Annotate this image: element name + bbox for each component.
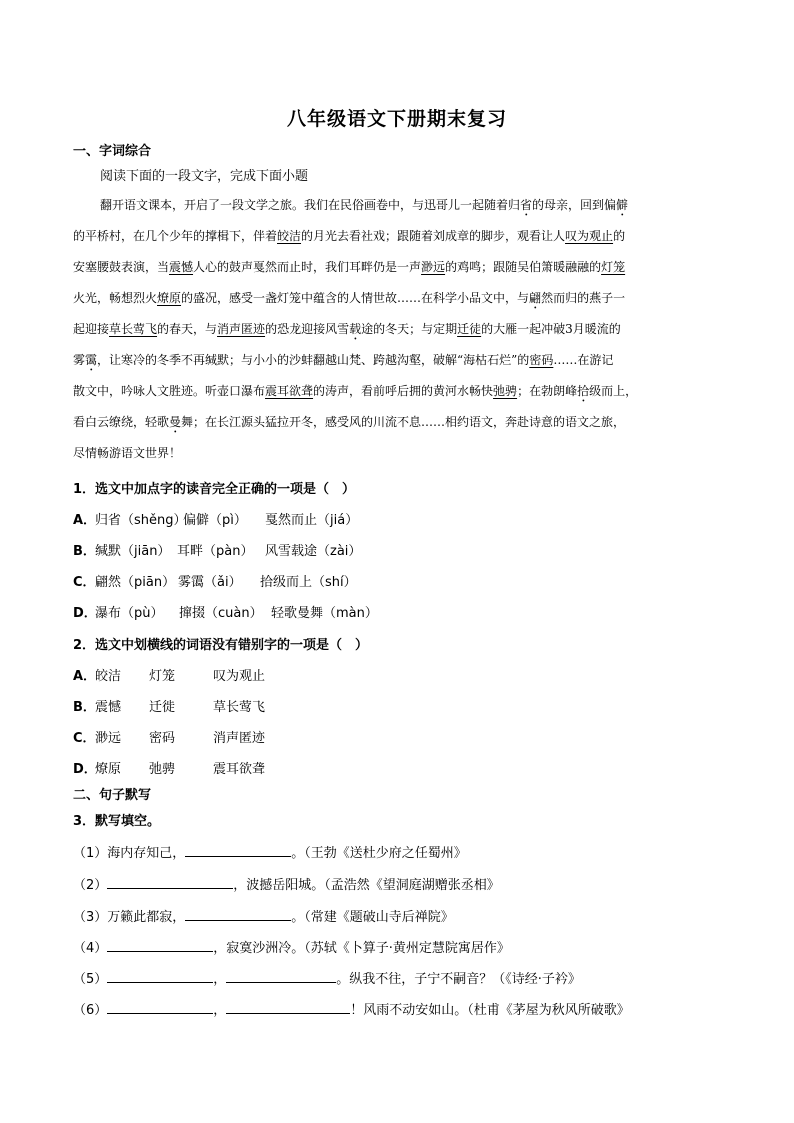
underlined-word: 叹为观止 <box>565 229 614 243</box>
dotted-char: 拾 <box>577 384 590 398</box>
q1-option-d[interactable]: D．瀑布（pù） 撺掇（cuàn） 轻歌曼舞（màn） <box>73 602 378 621</box>
fill-blank-item-5: （5） ， 。纵我不往，子宁不嗣音？（《诗经·子衿》 <box>73 972 581 987</box>
answer-blank[interactable] <box>185 844 291 857</box>
option-label: A． <box>73 669 97 684</box>
answer-blank[interactable] <box>226 1001 350 1014</box>
passage-line: 安塞腰鼓表演，当震憾人心的鼓声戛然而止时，我们耳畔仍是一声渺远的鸡鸣；跟随吴伯箫暖融融的灯笼 <box>73 260 626 274</box>
q1-option-c[interactable]: C．翩然（piān） 雾霭（ǎi） 拾级而上（shí） <box>73 571 357 590</box>
q1-option-b[interactable]: B．缄默（jiān） 耳畔（pàn） 风雪载途（zài） <box>73 540 361 559</box>
q1-option-a[interactable]: A．归省（shěng）偏僻（pì） 戛然而止（jiá） <box>73 509 358 528</box>
dotted-char: 翩 <box>529 291 542 305</box>
underlined-word: 消声匿迹 <box>217 322 266 336</box>
section-heading-recitation: 二、句子默写 <box>73 788 152 803</box>
section-heading-vocabulary: 一、字词综合 <box>73 144 152 159</box>
passage-line: 看白云缭绕，轻歌曼舞；在长江源头猛拉开冬，感受风的川流不息……相约语文，奔赴诗意的语文之旅， <box>73 415 626 429</box>
answer-blank[interactable] <box>226 970 336 983</box>
passage-line: 翻开语文课本，开启了一段文学之旅。我们在民俗画卷中，与迅哥儿一起随着归省的母亲，回到偏僻 <box>100 198 629 212</box>
underlined-word: 渺远 <box>421 260 446 274</box>
underlined-word: 迁徒 <box>457 322 482 336</box>
option-label: D． <box>73 606 97 621</box>
underlined-word: 皎洁 <box>277 229 302 243</box>
underlined-word: 燎原 <box>157 291 182 305</box>
passage-instruction: 阅读下面的一段文字，完成下面小题 <box>100 169 309 184</box>
fill-blank-item-6: （6） ， ！风雨不动安如山。（杜甫《茅屋为秋风所破歌》 <box>73 1003 630 1018</box>
option-label: C． <box>73 731 96 746</box>
option-label: B． <box>73 544 96 559</box>
answer-blank[interactable] <box>185 908 291 921</box>
fill-blank-item-3: （3）万籁此都寂， 。（常建《题破山寺后禅院》 <box>73 910 454 925</box>
q2-option-c[interactable]: C．渺远 密码 消声匿迹 <box>73 727 265 746</box>
dotted-char: 载 <box>349 322 362 336</box>
question-1-stem: 1．选文中加点字的读音完全正确的一项是（ ） <box>73 482 356 497</box>
dotted-char: 僻 <box>616 198 629 212</box>
q2-option-b[interactable]: B．震憾 迁徙 草长莺飞 <box>73 696 265 715</box>
q2-option-a[interactable]: A．皎洁 灯笼 叹为观止 <box>73 665 265 684</box>
fill-blank-item-4: （4） ，寂寞沙洲冷。（苏轼《卜算子·黄州定慧院寓居作》 <box>73 941 510 956</box>
option-label: A． <box>73 513 97 528</box>
dotted-char: 省 <box>520 198 533 212</box>
fill-blank-item-1: （1）海内存知己， 。（王勃《送杜少府之任蜀州》 <box>73 846 467 861</box>
passage-line: 起迎接草长莺飞的春天，与消声匿迹的恐龙迎接风雪载途的冬天；与定期迁徒的大雁一起冲破3月暖流的 <box>73 322 621 336</box>
fill-blank-item-2: （2） ，波撼岳阳城。（孟浩然《望洞庭湖赠张丞相》 <box>73 878 500 893</box>
underlined-word: 灯笼 <box>601 260 626 274</box>
passage-line: 雾霭，让寒冷的冬季不再缄默；与小小的沙蚌翻越山梵、跨越沟壑，破解“海枯石烂”的密码……在游记 <box>73 353 614 367</box>
underlined-word: 弛骋 <box>493 384 518 398</box>
answer-blank[interactable] <box>107 970 213 983</box>
option-label: D． <box>73 762 97 777</box>
q2-option-d[interactable]: D．燎原 弛骋 震耳欲聋 <box>73 758 265 777</box>
passage-line: 尽情畅游语文世界！ <box>73 446 182 460</box>
answer-blank[interactable] <box>107 939 213 952</box>
dotted-char: 霭 <box>85 353 98 367</box>
page-title: 八年级语文下册期末复习 <box>286 108 507 130</box>
passage-line: 散文中，吟咏人文胜迹。听壶口瀑布震耳欲聋的涛声，看前呼后拥的黄河水畅快弛骋；在勃朗峰拾级而上， <box>73 384 638 398</box>
reading-passage <box>73 190 723 469</box>
underlined-word: 震耳欲聋 <box>265 384 314 398</box>
underlined-word: 密码 <box>529 353 554 367</box>
underlined-word: 草长莺飞 <box>109 322 158 336</box>
answer-blank[interactable] <box>107 876 233 889</box>
answer-blank[interactable] <box>107 1001 213 1014</box>
passage-line: 火光，畅想烈火燎原的盛况，感受一盏灯笼中蕴含的人情世故……在科学小品文中，与翩然而归的燕子一 <box>73 291 626 305</box>
passage-line: 的平桥村，在几个少年的撑楫下，伴着皎洁的月光去看社戏；跟随着刘成章的脚步，观看让人叹为观止的 <box>73 229 626 243</box>
option-label: C． <box>73 575 96 590</box>
question-3-stem: 3．默写填空。 <box>73 814 161 829</box>
dotted-char: 曼 <box>169 415 182 429</box>
question-2-stem: 2．选文中划横线的词语没有错别字的一项是（ ） <box>73 638 369 653</box>
underlined-word: 震憾 <box>169 260 194 274</box>
option-label: B． <box>73 700 96 715</box>
